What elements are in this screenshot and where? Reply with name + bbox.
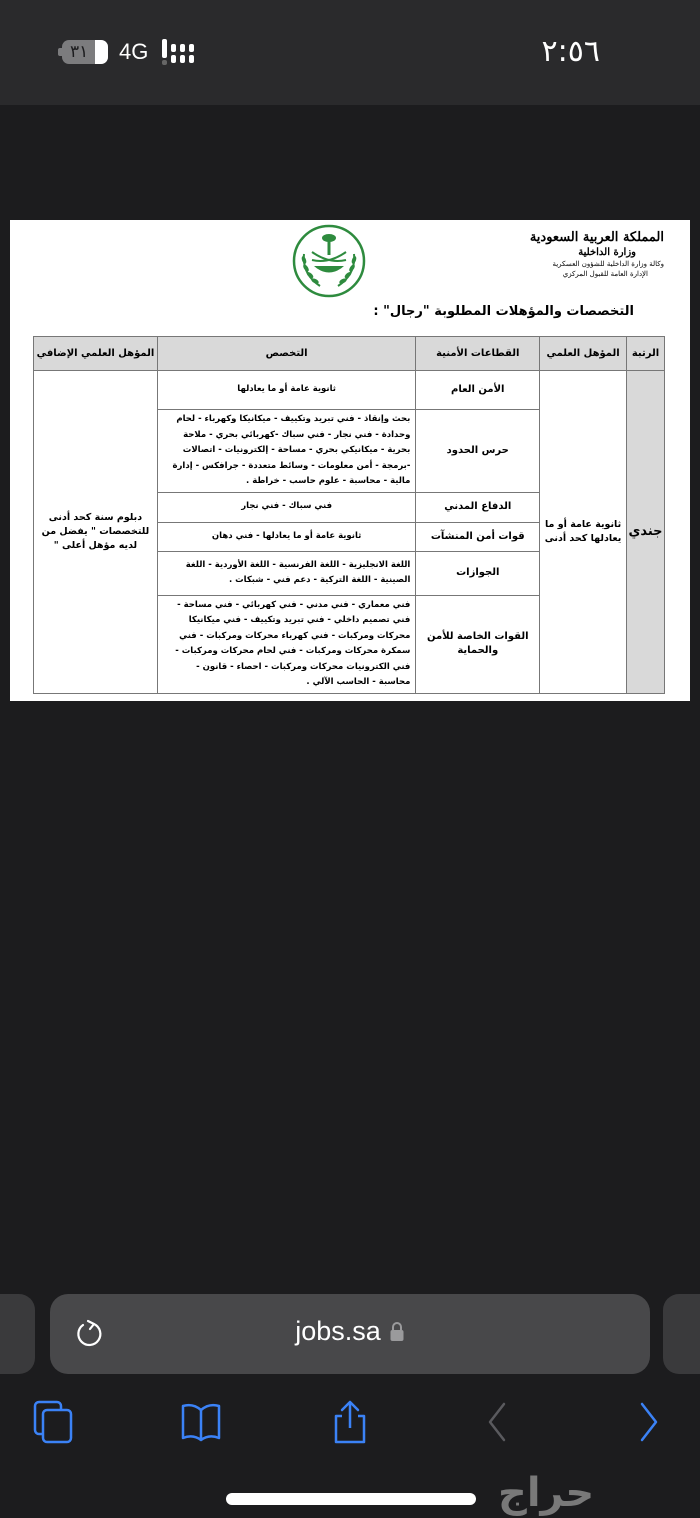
- letterhead-department: الإدارة العامة للقبول المركزي: [562, 270, 648, 278]
- battery-level: ٣١: [70, 42, 89, 62]
- letterhead-ministry: وزارة الداخلية: [578, 247, 636, 258]
- header-sector: القطاعات الأمنية: [416, 337, 540, 371]
- url-text: jobs.sa: [295, 1316, 381, 1346]
- sector-cell: حرس الحدود: [416, 410, 540, 493]
- sector-cell: قوات أمن المنشآت: [416, 522, 540, 551]
- signal-icon: [162, 39, 202, 65]
- qualification-cell: ثانوية عامة أو ما يعادلها كحد أدنى: [540, 371, 627, 694]
- header-rank: الرتبة: [627, 337, 665, 371]
- tabs-icon[interactable]: [32, 1400, 76, 1444]
- lock-icon: [389, 1321, 405, 1343]
- watermark-logo: حراج: [498, 1470, 595, 1516]
- book-icon[interactable]: [179, 1400, 223, 1444]
- status-bar: [0, 0, 700, 105]
- rank-cell: جندي: [627, 371, 665, 694]
- share-icon[interactable]: [328, 1400, 372, 1444]
- document-page: [10, 220, 690, 701]
- specialization-cell: فني سباك - فني نجار: [157, 492, 415, 522]
- letterhead-agency: وكالة وزارة الداخلية للشؤون العسكرية: [552, 260, 664, 268]
- table-row: [34, 371, 665, 410]
- letterhead-kingdom: المملكة العربية السعودية: [529, 230, 664, 245]
- specialization-cell: ثانوية عامة أو ما يعادلها - فني دهان: [157, 522, 415, 551]
- additional-qualification-cell: دبلوم سنة كحد أدنى للتخصصات " يفضل من لديه مؤهل أعلى ": [34, 371, 158, 694]
- home-indicator[interactable]: [226, 1493, 476, 1505]
- saudi-emblem-icon: [292, 224, 366, 298]
- address-bar[interactable]: [50, 1294, 650, 1374]
- chevron-right-icon[interactable]: [626, 1400, 670, 1444]
- previous-tab-peek[interactable]: [0, 1294, 35, 1374]
- specialization-cell: اللغة الانجليزية - اللغة الفرنسية - اللغة الأوردية - اللغة الصينية - اللغة التركية - دعم فني - شبكات .: [157, 551, 415, 595]
- battery-icon: [62, 40, 108, 64]
- document-title: التخصصات والمؤهلات المطلوبة "رجال" :: [373, 304, 634, 319]
- specialization-cell: فني معماري - فني مدني - فني كهربائي - فني مساحة - فني تصميم داخلي - فني تبريد وتكييف - فني ميكانيكا محركات ومركبات - فني كهرباء محركات ومركبات - فني سمكرة محركات ومركبات - فني لحام محركات ومركبات - فني الكترونيات محركات ومركبات - احصاء - قانون - محاسبة - الحاسب الآلي .: [157, 595, 415, 693]
- clock: ٢:٥٦: [541, 34, 600, 69]
- requirements-table: [33, 336, 665, 694]
- header-additional-qualification: المؤهل العلمي الإضافي: [34, 337, 158, 371]
- next-tab-peek[interactable]: [663, 1294, 700, 1374]
- header-specialization: التخصص: [157, 337, 415, 371]
- specialization-cell: بحث وإنقاذ - فني تبريد وتكييف - ميكانيكا وكهرباء - لحام وحدادة - فني نجار - فني سباك -كهربائي بحري - ملاحة بحرية - ميكانيكي بحري - مساحة - إلكترونيات - اتصالات -برمجة - أمن معلومات - وسائط متعددة - جرافكس - إدارة مالية - محاسبة - علوم حاسب - خراطة .: [157, 410, 415, 493]
- sector-cell: الأمن العام: [416, 371, 540, 410]
- network-type: 4G: [119, 39, 149, 64]
- sector-cell: الدفاع المدني: [416, 492, 540, 522]
- sector-cell: الجوازات: [416, 551, 540, 595]
- specialization-cell: ثانوية عامة أو ما يعادلها: [157, 371, 415, 410]
- chevron-left-icon[interactable]: [476, 1400, 520, 1444]
- sector-cell: القوات الخاصة للأمن والحماية: [416, 595, 540, 693]
- letterhead: [524, 230, 664, 279]
- header-qualification: المؤهل العلمي: [540, 337, 627, 371]
- table-header-row: [34, 337, 665, 371]
